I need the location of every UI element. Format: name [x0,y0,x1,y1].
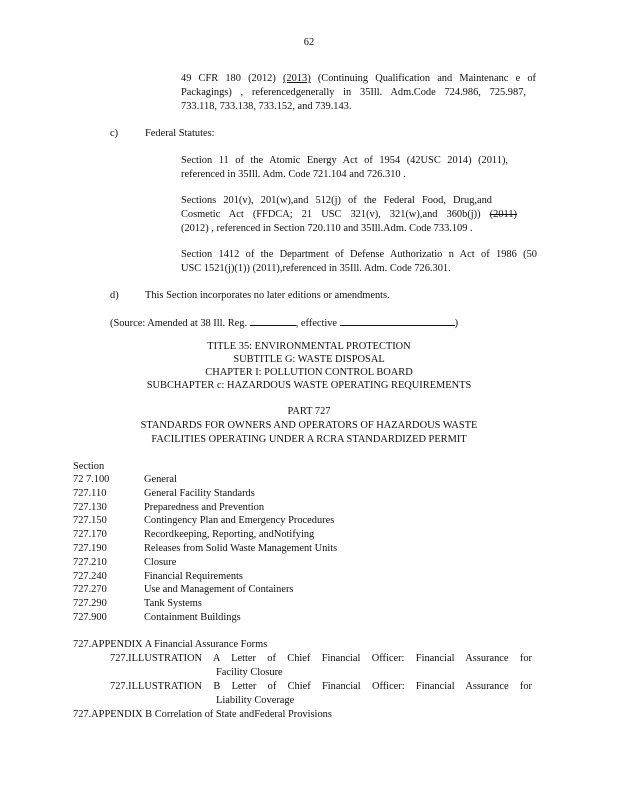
subtitle-heading: SUBTITLE G: WASTE DISPOSAL [233,354,385,365]
illustration-a-line-1: 727.ILLUSTRATION A Letter of Chief Financial Officer: Financial Assurance for [110,653,532,664]
federal-p2-line-3: (2012) , referenced in Section 720.110 and 35Ill.Adm. Code 733.109 . [181,223,473,234]
toc-section-number: 72 7.100 [73,474,110,485]
appendix-a: 727.APPENDIX A Financial Assurance Forms [73,639,268,650]
federal-p1-line-2: referenced in 35Ill. Adm. Code 721.104 and 726.310 . [181,169,406,180]
part-number: PART 727 [287,406,331,417]
toc-section-number: 727.130 [73,501,107,513]
toc-section-title: Financial Requirements [144,570,243,582]
source-suffix: ) [454,318,459,329]
federal-heading: Federal Statutes: [145,128,215,139]
cfr-line-1 [181,72,536,86]
source-prefix: (Source: Amended at 38 Ill. Reg. [110,318,248,329]
subchapter-heading: SUBCHAPTER c: HAZARDOUS WASTE OPERATING REQUIREMENTS [146,380,472,391]
cfr-line-3: 733.118, 733.138, 733.152, and 739.143. [181,101,352,112]
federal-label: c) [110,128,119,139]
part-name-line-2: FACILITIES OPERATING UNDER A RCRA STANDARDIZED PERMIT [151,434,467,445]
toc-section-title: Containment Buildings [144,612,241,623]
toc-section-number: 727.240 [73,570,107,582]
toc-section-number: 727.290 [73,598,107,610]
ffdca-year-deleted: (2011) [489,209,517,220]
federal-p2-line-1: Sections 201(v), 201(w),and 512(j) of the Federal Food, Drug,and [181,195,492,206]
toc-section-number: 727.210 [73,556,107,568]
toc-section-title: General Facility Standards [144,487,255,499]
toc-section-title: Contingency Plan and Emergency Procedures [144,515,335,527]
toc-section-title: General [144,474,177,485]
federal-p2-line-2 [181,208,517,222]
source-middle: , effective [295,318,338,329]
toc-section-title: Closure [144,556,177,568]
toc-section-title: Recordkeeping, Reporting, andNotifying [144,529,315,541]
chapter-heading: CHAPTER I: POLLUTION CONTROL BOARD [205,367,413,378]
editions-text: This Section incorporates no later editions or amendments. [145,290,390,301]
part-name-line-1: STANDARDS FOR OWNERS AND OPERATORS OF HAZARDOUS WASTE [140,420,478,431]
effective-date-blank [340,315,455,326]
toc-section-number: 727.900 [73,612,107,623]
cfr-citation: 49 CFR 180 (2012) [181,73,276,84]
federal-p3-line-2: USC 1521(j)(1)) (2011),referenced in 35Ill. Adm. Code 726.301. [181,263,451,274]
toc-section-number: 727.190 [73,543,107,554]
toc-section-number: 727.270 [73,584,107,596]
page-number: 62 [303,37,315,48]
toc-section-number: 727.150 [73,515,107,527]
editions-label: d) [110,290,119,301]
toc-section-title: Preparedness and Prevention [144,501,265,513]
toc-section-number: 727.110 [73,487,107,499]
title-heading: TITLE 35: ENVIRONMENTAL PROTECTION [207,341,411,352]
illustration-b-line-2: Liability Coverage [216,695,295,706]
cfr-title: (Continuing Qualification and Maintenanc e of [317,73,536,84]
ffdca-citation: Cosmetic Act (FFDCA; 21 USC 321(v), 321(w),and 360b(j)) [181,209,481,220]
cfr-line-2: Packagings) , referencedgenerally in 35Ill. Adm.Code 724.986, 725.987, [181,87,526,98]
toc-section-title: Use and Management of Containers [144,584,294,596]
federal-p3-line-1: Section 1412 of the Department of Defense Authorizatio n Act of 1986 (50 [181,249,537,260]
toc-section-number: 727.170 [73,529,107,541]
federal-p1-line-1: Section 11 of the Atomic Energy Act of 1954 (42USC 2014) (2011), [181,155,508,166]
toc-section-title: Releases from Solid Waste Management Units [144,543,338,554]
appendix-b: 727.APPENDIX B Correlation of State andFederal Provisions [73,709,332,720]
cfr-year-inserted: (2013) [282,73,311,84]
illustration-a-line-2: Facility Closure [216,667,283,678]
illustration-b-line-1: 727.ILLUSTRATION B Letter of Chief Financial Officer: Financial Assurance for [110,681,532,692]
toc-section-title: Tank Systems [144,598,202,610]
toc-heading: Section [73,461,105,472]
source-note [110,315,458,331]
register-page-blank [250,315,296,326]
